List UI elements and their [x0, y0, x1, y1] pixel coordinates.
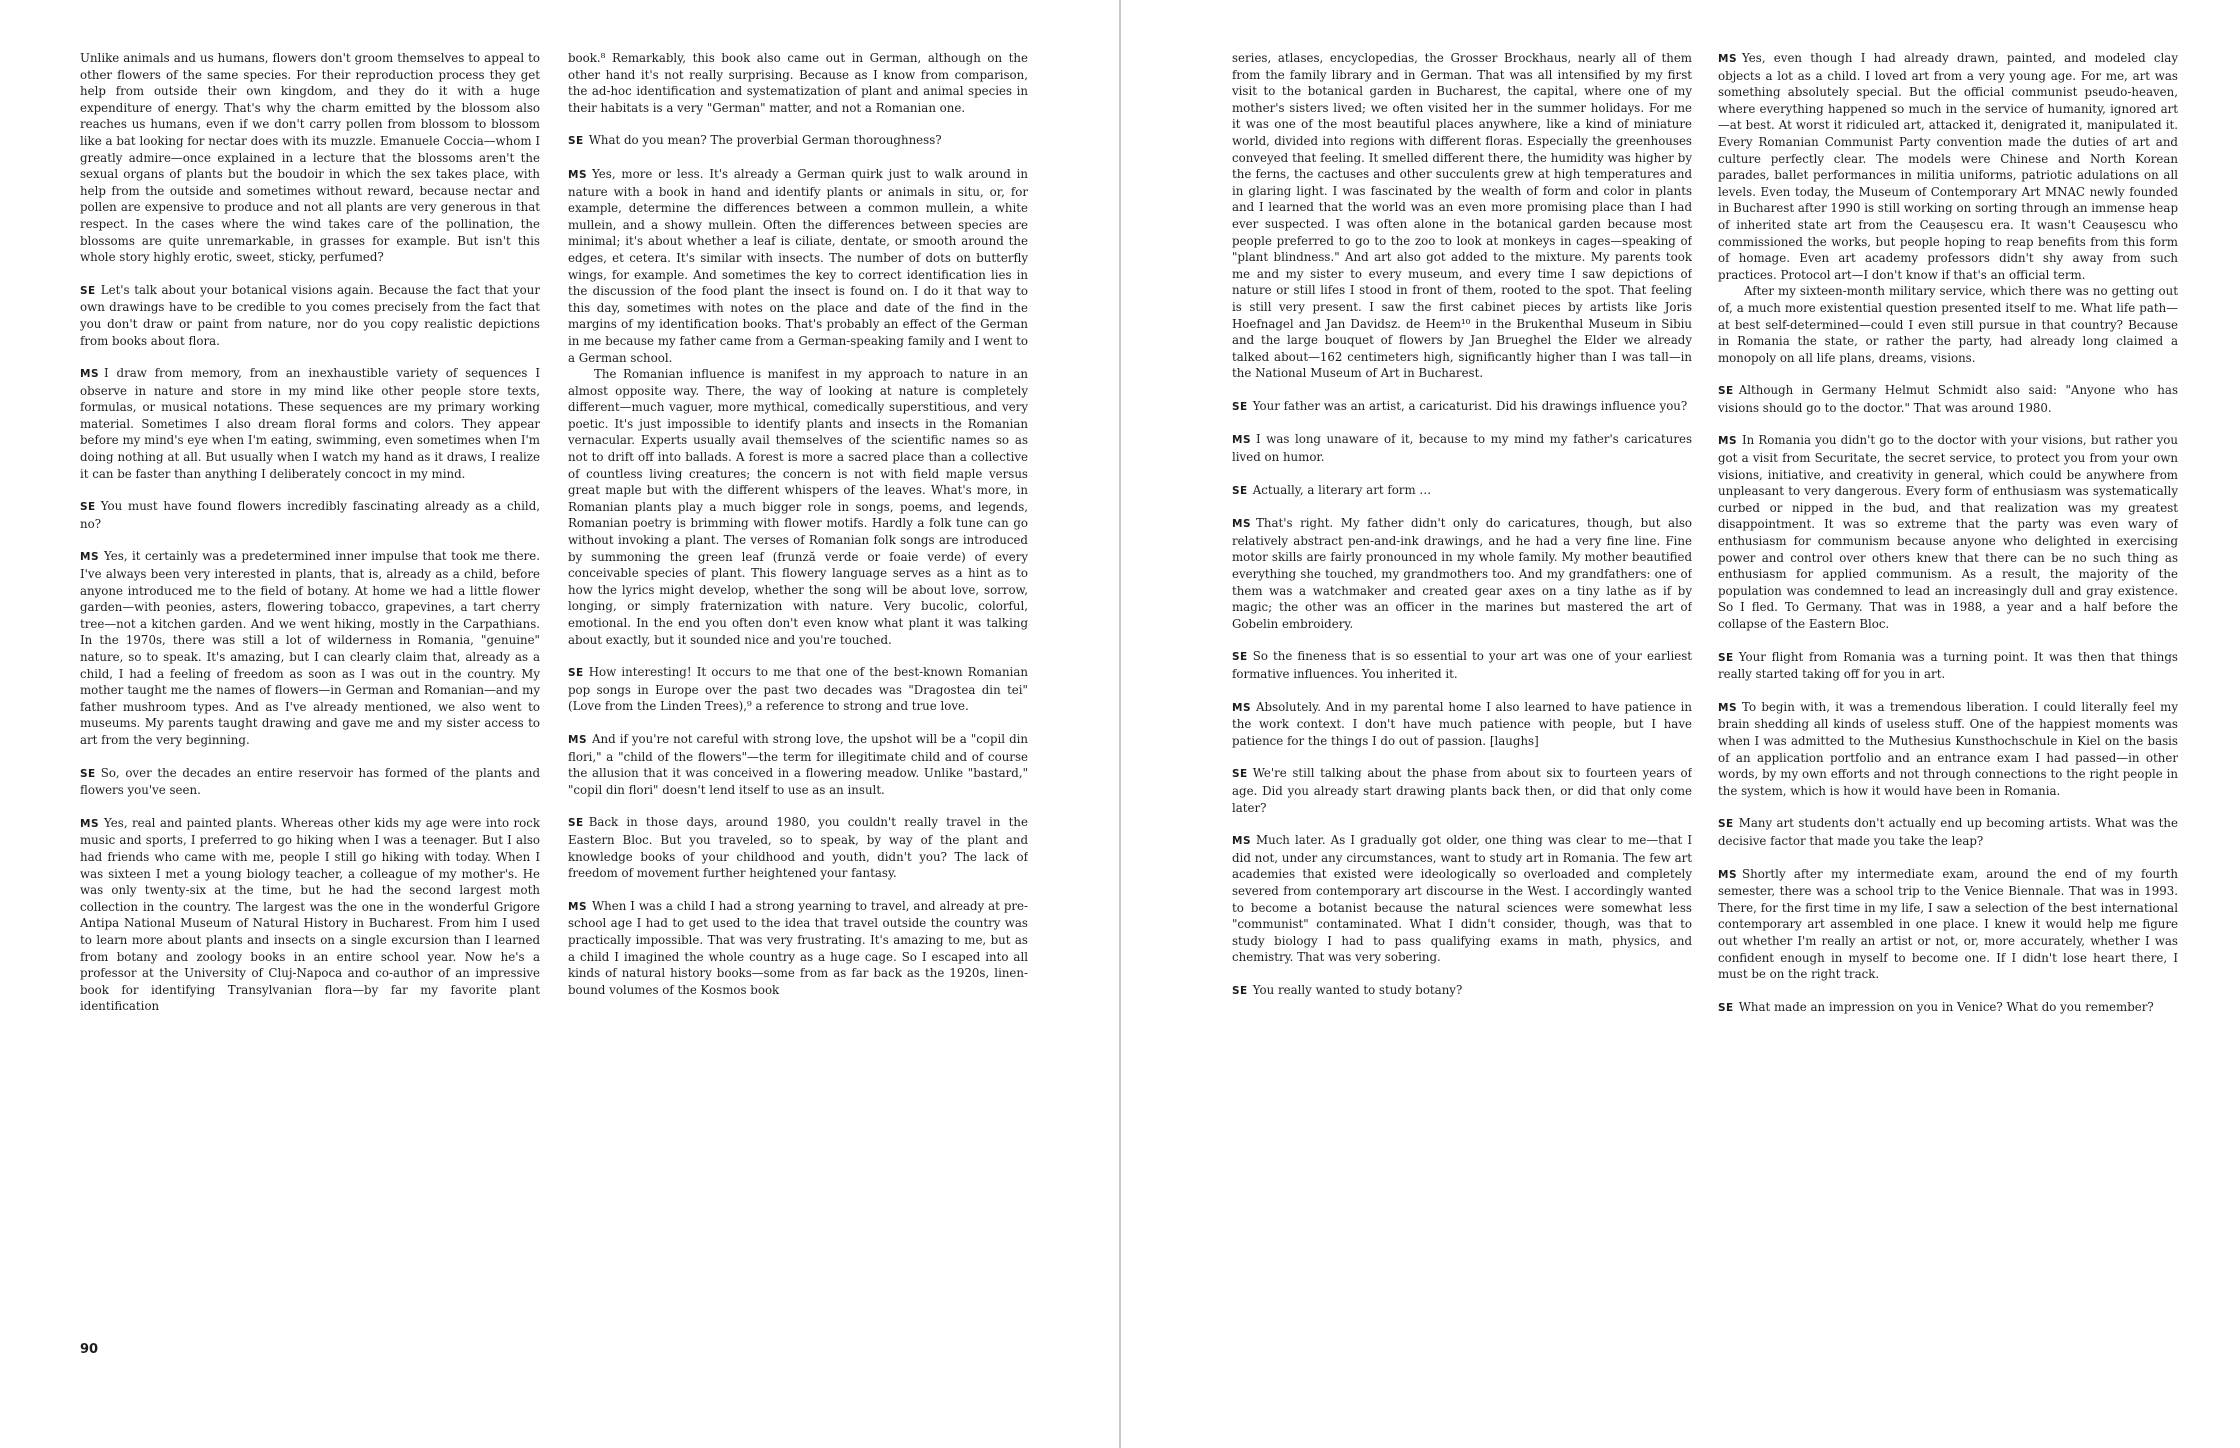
speaker-label: SE: [80, 501, 96, 514]
speaker-label: MS: [1718, 701, 1738, 714]
paragraph: [1718, 649, 2178, 683]
paragraph: [1718, 382, 2178, 416]
speaker-label: SE: [568, 667, 584, 680]
speaker-label: SE: [1718, 818, 1734, 831]
paragraph: [1232, 515, 1692, 632]
paragraph-text: Yes, more or less. It's already a German quirk just to walk around in nature with a book in hand and identify plants or animals in situ, or, for example, determine the differences between a common mullein, a white mullein, and a showy mullein. Often the differences between species are minimal; it's about whether a leaf is ciliate, dentate, or smooth around the edges, et cetera. It's similar with insects. The number of dots on butterfly wings, for example. And sometimes the key to correct identification lies in the discussion of the food plant the insect is found on. I do it that way to this day, sometimes with notes on the place and date of the find in the margins of my identification books. That's probably an effect of the German in me because my father came from a German-speaking family and I went to a German school.: [568, 166, 1028, 365]
paragraph-text: To begin with, it was a tremendous liberation. I could literally feel my brain shedding all kinds of useless stuff. One of the happiest moments was when I was admitted to the Muthesius Kunsthochschule in Kiel on the basis of an application portfolio and an entrance exam I had passed—in other words, by my own efforts and not through connections to the right people in the system, which is how it would have been in Romania.: [1718, 699, 2178, 798]
paragraph-text: What made an impression on you in Venice? What do you remember?: [1738, 999, 2154, 1014]
paragraph-text: Yes, real and painted plants. Whereas other kids my age were into rock music and sports, I preferred to go hiking when I was a teenager. But I also had friends who came with me, people I still go hiking with today. When I was sixteen I met a young biology teacher, a colleague of my mother's. He was only twenty-six at the time, but he had the second largest moth collection in the country. The largest was the one in the wonderful Grigore Antipa National Museum of Natural History in Bucharest. From him I used to learn more about plants and insects on a single excursion than I learned from botany and zoology books in an entire school year. Now he's a professor at the University of Cluj-Napoca and co-author of an impressive book for identifying Transylvanian flora—by far my favorite plant identification: [80, 815, 540, 1014]
paragraph: [568, 366, 1028, 648]
paragraph: [568, 814, 1028, 881]
paragraph: [1718, 283, 2178, 366]
speaker-label: MS: [568, 900, 588, 913]
paragraph-text: In Romania you didn't go to the doctor with your visions, but rather you got a visit from Securitate, the secret service, to protect you from your own visions, initiative, and creativity in general, which could be anywhere from unpleasant to very dangerous. Every form of enthusiasm was systematically curbed or nipped in the bud, and that realization was my greatest disappointment. It was so extreme that the party was even wary of enthusiasm for communism because anyone who delighted in exercising power and control over others knew that there can be no such thing as enthusiasm for applied communism. As a result, the majority of the population was condemned to lead an increasingly dull and gray existence. So I fled. To Germany. That was in 1988, a year and a half before the collapse of the Eastern Bloc.: [1718, 433, 2178, 631]
paragraph: [568, 898, 1028, 999]
paragraph: [568, 166, 1028, 366]
paragraph-text: That's right. My father didn't only do caricatures, though, but also relatively abstract pen-and-ink drawings, and he had a very fine line. Fine motor skills are fairly pronounced in my whole family. My mother beautified everything she touched, my grandmothers too. And my grandfathers: one of them was a watchmaker and created gear axes on a tiny lathe as if by magic; the other was an officer in the marines but mastered the art of Gobelin embroidery.: [1232, 516, 1692, 631]
paragraph: [80, 365, 540, 482]
speaker-label: SE: [1718, 1001, 1734, 1014]
speaker-label: MS: [80, 551, 100, 564]
paragraph: [568, 664, 1028, 715]
paragraph-text: Yes, it certainly was a predetermined inner impulse that took me there. I've always been very interested in plants, that is, already as a child, before anyone introduced me to the field of botany. At home we had a little flower garden—with peonies, asters, flowering tobacco, grapevines, a tart cherry tree—not a kitchen garden. And we went hiking, mostly in the Carpathians. In the 1970s, there was still a lot of wilderness in Romania, "genuine" nature, so to speak. It's amazing, but I can clearly claim that, already as a child, I had a feeling of freedom as soon as I was out in the country. My mother taught me the names of flowers—in German and Romanian—and my father mushroom types. And as I've already mentioned, we also went to museums. My parents taught drawing and gave me and my sister access to art from the very beginning.: [80, 549, 540, 747]
paragraph: [1232, 431, 1692, 465]
speaker-label: MS: [1718, 435, 1738, 448]
speaker-label: MS: [1232, 518, 1252, 531]
paragraph-text: You really wanted to study botany?: [1252, 982, 1463, 997]
paragraph: [1232, 648, 1692, 682]
paragraph-text: How interesting! It occurs to me that one of the best-known Romanian pop songs in Europe over the past two decades was "Dragostea din tei" (Love from the Linden Trees),⁹ a reference to strong and true love.: [568, 665, 1028, 714]
paragraph-text: Your father was an artist, a caricaturist. Did his drawings influence you?: [1252, 398, 1688, 413]
paragraph: [1718, 999, 2178, 1017]
speaker-label: MS: [1232, 835, 1252, 848]
speaker-label: SE: [1232, 484, 1248, 497]
speaker-label: MS: [1718, 868, 1738, 881]
speaker-label: MS: [1718, 53, 1738, 65]
speaker-label: SE: [80, 767, 96, 780]
paragraph: [1232, 982, 1692, 1000]
speaker-label: SE: [568, 135, 584, 148]
paragraph: [1232, 482, 1692, 500]
speaker-label: SE: [1232, 768, 1248, 781]
paragraph: [1232, 699, 1692, 750]
paragraph: [1718, 699, 2178, 800]
paragraph-text: Absolutely. And in my parental home I also learned to have patience in the work context. I don't have much patience with people, but I have patience for the things I do out of passion. [laughs]: [1232, 699, 1692, 748]
paragraph-text: Although in Germany Helmut Schmidt also said: "Anyone who has visions should go to the doctor." That was around 1980.: [1718, 383, 2178, 415]
paragraph-text: What do you mean? The proverbial German thoroughness?: [588, 133, 942, 148]
paragraph: [1232, 832, 1692, 966]
speaker-label: MS: [568, 733, 588, 746]
paragraph: [80, 498, 540, 532]
speaker-label: SE: [568, 817, 584, 830]
paragraph-text: Many art students don't actually end up becoming artists. What was the decisive factor that made you take the leap?: [1718, 816, 2178, 848]
paragraph-text: So the fineness that is so essential to your art was one of your earliest formative influences. You inherited it.: [1232, 649, 1692, 681]
speaker-label: MS: [1232, 701, 1252, 714]
paragraph-text: Yes, even though I had already drawn, painted, and modeled clay objects a lot as a child. I loved art from a very young age. For me, art was something absolutely special. But the official communist pseudo-heaven, where everything happened so much in the service of humanity, ignored art—at best. At worst it ridiculed art, attacked it, denigrated it, manipulated it. Every Romanian Communist Party convention made the duties of art and culture perfectly clear. The models were Chinese and North Korean parades, ballet performances in militia uniforms, patriotic adulations on all levels. Even today, the Museum of Contemporary Art MNAC newly founded in Bucharest after 1990 is still working on sorting through an immense heap of inherited state art from the Ceaușescu era. It wasn't Ceaușescu who commissioned the works, but people hoping to reap benefits from this form of homage. Even art academy professors didn't shy away from such practices. Protocol art—I don't know if that's an official term.: [1718, 51, 2178, 282]
speaker-label: SE: [1232, 984, 1248, 997]
paragraph-text: series, atlases, encyclopedias, the Grosser Brockhaus, nearly all of them from the family library and in German. That was all intensified by my first visit to the botanical garden in Bucharest, the capital, where one of my mother's sisters lived; we often visited her in the summer holidays. For me it was one of the most beautiful places anywhere, like a kind of miniature world, divided into regions with different floras. Especially the greenhouses conveyed that feeling. It smelled different there, the humidity was higher by the ferns, the cactuses and other succulents grew at high temperatures and in glaring light. I was fascinated by the wealth of form and color in plants and I learned that the world was an even more promising place than I had ever suspected. I was often alone in the botanical garden because most people preferred to go to the zoo to look at monkeys in cages—speaking of "plant blindness." And art also got added to the mixture. My parents took me and my sister to every museum, and every time I saw depictions of nature or still lifes I stood in front of them, rooted to the spot. That feeling is still very present. I saw the first cabinet pieces by artists like Joris Hoefnagel and Jan Davidsz. de Heem¹⁰ in the Brukenthal Museum in Sibiu and the large bouquet of flowers by Jan Brueghel the Elder we already talked about—162 centimeters high, significantly higher than I was tall—in the National Museum of Art in Bucharest.: [1232, 51, 1692, 381]
paragraph-text: Let's talk about your botanical visions again. Because the fact that your own drawings have to be credible to you comes precisely from the fact that you don't draw or paint from nature, nor do you copy realistic depictions from books about flora.: [80, 282, 540, 348]
column-1: [80, 50, 540, 1340]
paragraph: [80, 50, 540, 266]
paragraph-text: And if you're not careful with strong love, the upshot will be a "copil din flori," a "child of the flowers"—the term for illegitimate child and of course the allusion that it was conceived in a flowering meadow. Unlike "bastard," "copil din flori" doesn't lend itself to use as an insult.: [568, 731, 1028, 797]
paragraph-text: The Romanian influence is manifest in my approach to nature in an almost opposite way. There, the way of looking at nature is completely different—much vaguer, more mythical, comedically superstitious, and very poetic. It's just impossible to identify plants and insects in the Romanian vernacular. Experts usually avail themselves of the scientific names so as not to drift off into ballads. A forest is more a sacred place than a collective of countless living creatures; the concern is not with field maple versus great maple but with the different whispers of the leaves. What's more, in Romanian plants play a much bigger role in songs, poems, and legends, Romanian poetry is brimming with flower motifs. Hardly a folk tune can go without invoking a plant. The verses of Romanian folk songs are introduced by summoning the green leaf (frunză verde or foaie verde) of every conceivable species of plant. This flowery language serves as a hint as to how the lyrics might develop, whether the song will be about love, sorrow, longing, or simply fraternization with nature. Very bucolic, colorful, emotional. In the end you often don't even know what plant it was talking about exactly, but it sounded nice and you're touched.: [568, 367, 1028, 647]
speaker-label: MS: [1232, 434, 1252, 447]
paragraph: [1232, 765, 1692, 816]
paragraph: [1718, 815, 2178, 849]
paragraph: [80, 765, 540, 799]
speaker-label: MS: [568, 168, 588, 181]
paragraph-text: Back in those days, around 1980, you couldn't really travel in the Eastern Bloc. But you traveled, so to speak, by way of the plant and knowledge books of your childhood and youth, didn't you? The lack of freedom of movement further heightened your fantasy.: [568, 815, 1028, 881]
paragraph-text: So, over the decades an entire reservoir has formed of the plants and flowers you've seen.: [80, 765, 540, 798]
paragraph-text: book.⁸ Remarkably, this book also came out in German, although on the other hand it's not really surprising. Because as I know from comparison, the ad-hoc identification and systematization of plant and animal species in their habitats is a very "German" matter, and not a Romanian one.: [568, 51, 1028, 115]
paragraph-text: Actually, a literary art form …: [1252, 482, 1432, 497]
page-number: 90: [80, 1342, 99, 1357]
speaker-label: SE: [1718, 651, 1734, 664]
paragraph-text: You must have found flowers incredibly fascinating already as a child, no?: [80, 499, 540, 531]
speaker-label: SE: [1232, 400, 1248, 413]
paragraph: [80, 282, 540, 349]
paragraph: [1718, 50, 2178, 283]
column-2: [568, 50, 1028, 1340]
paragraph: [1718, 432, 2178, 632]
speaker-label: MS: [80, 368, 100, 381]
speaker-label: SE: [1718, 385, 1734, 398]
paragraph: [568, 731, 1028, 798]
column-3: [1232, 50, 1692, 1340]
paragraph-text: Shortly after my intermediate exam, around the end of my fourth semester, there was a school trip to the Venice Biennale. That was in 1993. There, for the first time in my life, I saw a selection of the best international contemporary art assembled in one place. I knew it would help me figure out whether I'm really an artist or not, or, more accurately, whether I was confident enough in myself to become one. If I didn't lose heart there, I must be on the right track.: [1718, 866, 2178, 982]
paragraph-text: We're still talking about the phase from about six to fourteen years of age. Did you already start drawing plants back then, or did that only come later?: [1232, 766, 1692, 815]
column-4: [1718, 50, 2178, 1340]
paragraph: [1232, 398, 1692, 416]
paragraph-text: I was long unaware of it, because to my mind my father's caricatures lived on humor.: [1232, 432, 1692, 465]
paragraph: [80, 815, 540, 1015]
book-gutter: [1119, 0, 1121, 1448]
paragraph: [568, 50, 1028, 116]
paragraph-text: I draw from memory, from an inexhaustible variety of sequences I observe in nature and store in my mind like other people store texts, formulas, or musical notations. These sequences are my primary working material. Sometimes I also dream floral forms and colors. They appear before my mind's eye when I'm eating, swimming, even sometimes when I'm doing nothing at all. But usually when I watch my hand as it draws, I realize it can be faster than anything I deliberately concoct in my mind.: [80, 366, 540, 481]
paragraph-text: Your flight from Romania was a turning point. It was then that things really started taking off for you in art.: [1718, 649, 2178, 682]
paragraph-text: Much later. As I gradually got older, one thing was clear to me—that I did not, under any circumstances, want to study art in Romania. The few art academies that existed were ideologically so overloaded and completely severed from contemporary art discourse in the West. I accordingly wanted to become a botanist because the natural sciences were somewhat less "communist" contaminated. What I didn't consider, though, was that to study biology I had to pass qualifying exams in math, physics, and chemistry. That was very sobering.: [1232, 833, 1692, 965]
speaker-label: SE: [80, 284, 96, 297]
paragraph-text: When I was a child I had a strong yearning to travel, and already at pre-school age I had to get used to the idea that travel outside the country was practically impossible. That was very frustrating. It's amazing to me, but as a child I imagined the whole country as a huge cage. So I escaped into all kinds of natural history books—some from as far back as the 1920s, linen-bound volumes of the Kosmos book: [568, 898, 1028, 997]
paragraph-text: Unlike animals and us humans, flowers don't groom themselves to appeal to other flowers of the same species. For their reproduction process they get help from outside their own kingdom, and they do it with a huge expenditure of energy. That's why the charm emitted by the blossom also reaches us humans, even if we don't carry pollen from blossom to blossom like a bat looking for nectar does with its muzzle. Emanuele Coccia—whom I greatly admire—once explained in a lecture that the blossoms aren't the sexual organs of plants but the boudoir in which the sex takes place, with help from the outside and sometimes without reward, because nectar and pollen are expensive to produce and not all plants are very generous in that respect. In the cases where the wind takes care of the pollination, the blossoms are quite unremarkable, in grasses for example. But isn't this whole story highly erotic, sweet, sticky, perfumed?: [80, 51, 540, 265]
speaker-label: MS: [80, 817, 100, 830]
speaker-label: SE: [1232, 651, 1248, 664]
paragraph: [1232, 50, 1692, 382]
paragraph-text: After my sixteen-month military service, which there was no getting out of, a much more existential question presented itself to me. What life path—at best self-determined—could I even still pursue in that country? Because in Romania the state, or rather the party, had already long claimed a monopoly on all life plans, dreams, visions.: [1718, 284, 2178, 365]
paragraph: [80, 548, 540, 748]
paragraph: [568, 132, 1028, 150]
paragraph: [1718, 866, 2178, 983]
